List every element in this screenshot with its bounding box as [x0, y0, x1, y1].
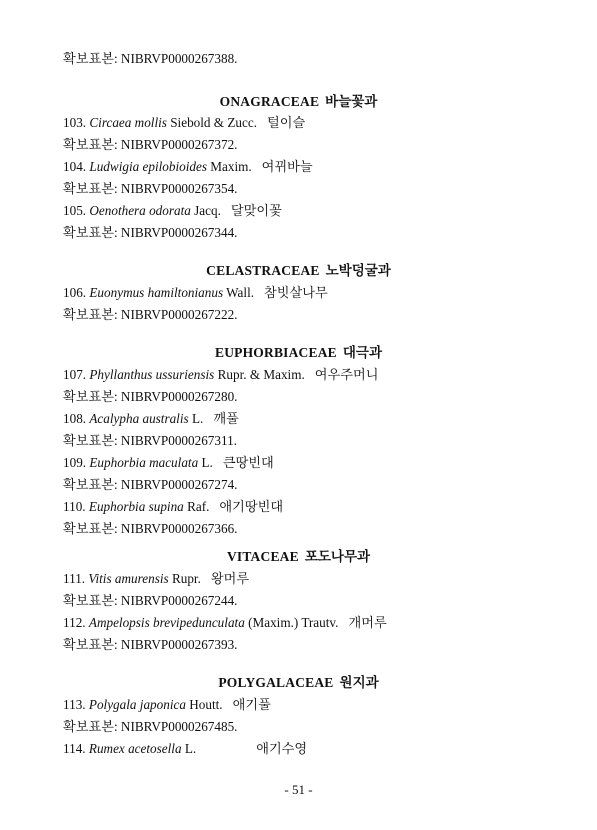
family-latin-name: CELASTRACEAE	[206, 263, 320, 278]
scientific-name: Ludwigia epilobioides	[89, 159, 207, 174]
voucher-number: NIBRVP0000267366.	[120, 521, 238, 536]
korean-name: 왕머루	[210, 571, 250, 586]
voucher-label: 확보표본:	[63, 433, 121, 448]
voucher-line	[63, 389, 237, 405]
voucher-number: NIBRVP0000267244.	[120, 593, 238, 608]
voucher-label: 확보표본:	[63, 593, 121, 608]
voucher-label: 확보표본:	[63, 637, 121, 652]
species-line	[63, 697, 271, 713]
family-latin-name: POLYGALACEAE	[218, 675, 334, 690]
korean-name: 깨풀	[213, 411, 239, 426]
scientific-name: Ampelopsis brevipedunculata	[88, 615, 245, 630]
author-citation: Rupr.	[171, 571, 201, 586]
scientific-name: Oenothera odorata	[89, 203, 191, 218]
korean-name: 달맞이꽃	[230, 203, 282, 218]
voucher-label: 확보표본:	[63, 181, 121, 196]
species-line	[63, 741, 307, 757]
voucher-line	[63, 477, 237, 493]
species-line	[63, 367, 378, 383]
species-line	[63, 411, 239, 427]
korean-name: 애기풀	[232, 697, 271, 712]
korean-name: 애기땅빈대	[219, 499, 284, 514]
voucher-label: 확보표본:	[63, 307, 121, 322]
voucher-label: 확보표본:	[63, 137, 121, 152]
author-citation: Jacq.	[194, 203, 221, 218]
voucher-label: 확보표본:	[63, 719, 121, 734]
author-citation: Siebold & Zucc.	[170, 115, 258, 130]
scientific-name: Rumex acetosella	[88, 741, 182, 756]
author-citation: L.	[201, 455, 213, 470]
species-line	[63, 203, 282, 219]
species-line	[63, 499, 283, 515]
scientific-name: Euphorbia supina	[88, 499, 184, 514]
scientific-name: Polygala japonica	[88, 697, 186, 712]
voucher-number: NIBRVP0000267354.	[120, 181, 238, 196]
voucher-label: 확보표본:	[63, 225, 121, 240]
species-line	[63, 455, 274, 471]
voucher-line	[63, 137, 237, 153]
species-number: 108.	[63, 411, 87, 426]
voucher-number: NIBRVP0000267311.	[120, 433, 237, 448]
voucher-line	[63, 637, 237, 653]
species-number: 110.	[63, 499, 86, 514]
species-line	[63, 615, 387, 631]
voucher-line	[63, 181, 237, 197]
family-latin-name: VITACEAE	[226, 549, 299, 564]
voucher-number: NIBRVP0000267274.	[120, 477, 238, 492]
scientific-name: Euonymus hamiltonianus	[89, 285, 224, 300]
voucher-number: NIBRVP0000267344.	[120, 225, 238, 240]
voucher-number: NIBRVP0000267393.	[120, 637, 238, 652]
page-number: - 51 -	[284, 782, 313, 797]
korean-name: 큰땅빈대	[222, 455, 274, 470]
species-number: 113.	[63, 697, 86, 712]
author-citation: Houtt.	[189, 697, 223, 712]
author-citation: Wall.	[226, 285, 255, 300]
author-citation: Maxim.	[210, 159, 252, 174]
author-citation: Rupr. & Maxim.	[217, 367, 305, 382]
family-korean-name: 바늘꽃과	[325, 94, 378, 109]
species-number: 106.	[63, 285, 87, 300]
author-citation: Raf.	[187, 499, 210, 514]
species-line	[63, 285, 328, 301]
voucher-label: 확보표본:	[63, 389, 121, 404]
voucher-line	[63, 433, 237, 449]
korean-name: 개머루	[348, 615, 387, 630]
family-korean-name: 노박덩굴과	[325, 263, 391, 278]
family-heading	[0, 345, 597, 361]
voucher-number: NIBRVP0000267280.	[120, 389, 238, 404]
family-heading	[0, 549, 597, 565]
voucher-line	[63, 719, 237, 735]
korean-name: 참빗살나무	[264, 285, 328, 300]
family-korean-name: 대극과	[342, 345, 382, 360]
species-number: 111.	[63, 571, 86, 586]
species-number: 107.	[63, 367, 87, 382]
family-latin-name: EUPHORBIACEAE	[215, 345, 337, 360]
species-number: 114.	[63, 741, 86, 756]
scientific-name: Euphorbia maculata	[89, 455, 199, 470]
scientific-name: Circaea mollis	[89, 115, 167, 130]
author-citation: L.	[191, 411, 204, 426]
scientific-name: Phyllanthus ussuriensis	[89, 367, 215, 382]
voucher-line	[63, 51, 237, 67]
scientific-name: Vitis amurensis	[88, 571, 169, 586]
voucher-number: NIBRVP0000267485.	[120, 719, 238, 734]
species-number: 109.	[63, 455, 87, 470]
species-line	[63, 571, 249, 587]
scientific-name: Acalypha australis	[89, 411, 189, 426]
species-number: 112.	[63, 615, 86, 630]
family-korean-name: 원지과	[339, 675, 379, 690]
voucher-line	[63, 225, 237, 241]
species-number: 104.	[63, 159, 87, 174]
family-latin-name: ONAGRACEAE	[219, 94, 320, 109]
voucher-number: NIBRVP0000267222.	[120, 307, 238, 322]
species-number: 103.	[63, 115, 87, 130]
voucher-line	[63, 593, 237, 609]
korean-name: 털이슬	[267, 115, 306, 130]
species-line	[63, 159, 313, 175]
korean-name: 여뀌바늘	[261, 159, 313, 174]
author-citation: L.	[184, 741, 197, 756]
voucher-line	[63, 521, 237, 537]
voucher-label: 확보표본:	[63, 51, 121, 66]
family-heading	[0, 263, 597, 279]
voucher-number: NIBRVP0000267372.	[120, 137, 238, 152]
korean-name: 애기수영	[256, 741, 308, 756]
voucher-label: 확보표본:	[63, 521, 121, 536]
family-heading	[0, 675, 597, 691]
family-korean-name: 포도나무과	[304, 549, 371, 564]
voucher-line	[63, 307, 237, 323]
species-line	[63, 115, 305, 131]
voucher-label: 확보표본:	[63, 477, 121, 492]
voucher-number: NIBRVP0000267388.	[120, 51, 238, 66]
korean-name: 여우주머니	[314, 367, 379, 382]
species-number: 105.	[63, 203, 87, 218]
author-citation: (Maxim.) Trautv.	[248, 615, 339, 630]
family-heading	[0, 94, 597, 110]
